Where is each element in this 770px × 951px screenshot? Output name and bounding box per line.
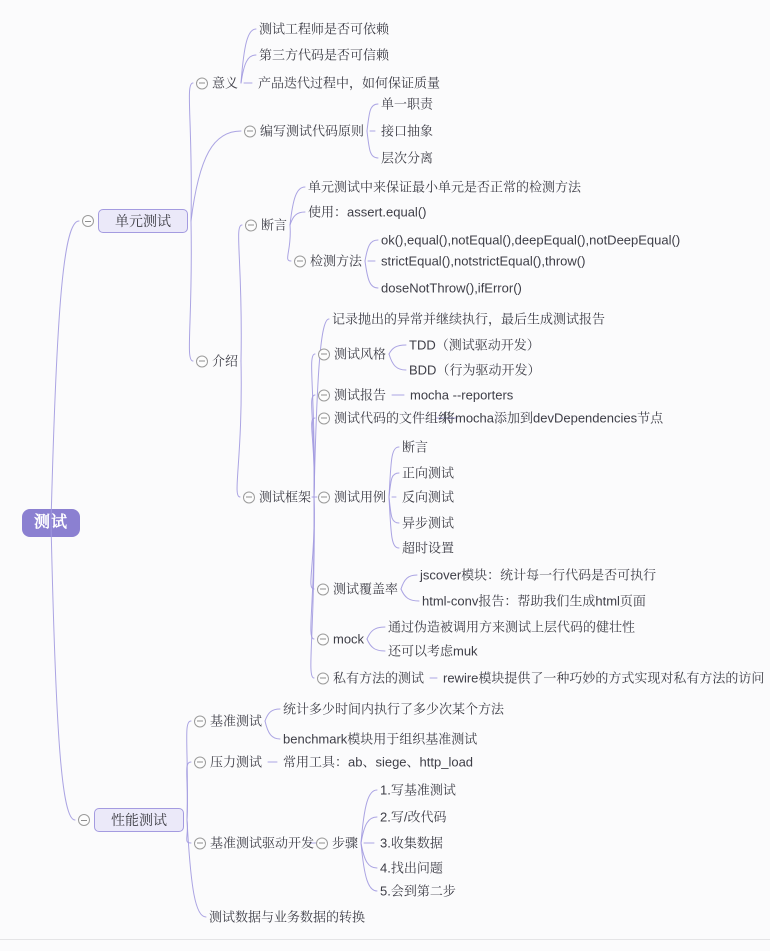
collapse-minus-icon[interactable]	[318, 491, 330, 503]
collapse-minus-icon[interactable]	[78, 814, 90, 826]
mindmap-node-f3a[interactable]	[410, 388, 513, 403]
node-label: 使用：assert.equal()	[308, 204, 427, 220]
collapse-minus-icon[interactable]	[294, 255, 306, 267]
mindmap-node-u2[interactable]	[244, 124, 364, 139]
collapse-minus-icon[interactable]	[243, 491, 255, 503]
collapse-minus-icon[interactable]	[317, 672, 329, 684]
mindmap-node-p4[interactable]	[209, 910, 365, 925]
node-label: TDD（测试驱动开发）	[409, 337, 540, 353]
collapse-minus-icon[interactable]	[318, 348, 330, 360]
collapse-minus-icon[interactable]	[196, 355, 208, 367]
node-label: 测试数据与业务数据的转换	[209, 909, 366, 925]
mindmap-node-u1[interactable]	[196, 76, 238, 91]
mindmap-node-p1a[interactable]	[283, 702, 504, 717]
mindmap-node-root[interactable]	[22, 509, 80, 537]
node-label: 断言	[261, 217, 288, 233]
node-label: mock	[333, 631, 365, 647]
mindmap-node-u3a2[interactable]	[308, 205, 426, 220]
node-label: 基准测试	[210, 713, 263, 729]
node-label: 测试代码的文件组织	[334, 410, 452, 426]
mindmap-node-f7[interactable]	[317, 632, 364, 647]
collapse-minus-icon[interactable]	[196, 77, 208, 89]
mindmap-node-f2a[interactable]	[409, 338, 540, 353]
node-label: BDD（行为驱动开发）	[409, 362, 541, 378]
node-label: 性能测试	[94, 808, 184, 832]
collapse-minus-icon[interactable]	[316, 837, 328, 849]
node-label: doseNotThrow(),ifError()	[381, 280, 522, 296]
mindmap-node-f5b[interactable]	[402, 466, 454, 481]
mindmap-node-u1a[interactable]	[259, 22, 389, 37]
mindmap-node-u3a3[interactable]	[294, 254, 362, 269]
mindmap-node-p2[interactable]	[194, 755, 262, 770]
node-label: 接口抽象	[381, 123, 434, 139]
mindmap-node-f6[interactable]	[317, 582, 398, 597]
mindmap-node-f1[interactable]	[332, 312, 605, 327]
node-label: 5.会到第二步	[380, 883, 456, 899]
collapse-minus-icon[interactable]	[318, 389, 330, 401]
node-label: 常用工具：ab、siege、http_load	[283, 754, 474, 770]
mindmap-node-f4a[interactable]	[442, 411, 663, 426]
node-label: 测试覆盖率	[333, 581, 399, 597]
node-label: 断言	[402, 439, 429, 455]
mindmap-node-f5a[interactable]	[402, 440, 428, 455]
mindmap-node-u2b[interactable]	[381, 124, 433, 139]
node-label: 将mocha添加到devDependencies节点	[442, 410, 664, 426]
node-label: 意义	[212, 75, 239, 91]
mindmap-node-p1b[interactable]	[283, 732, 477, 747]
mindmap-node-s4[interactable]	[380, 861, 443, 876]
node-label: 通过伪造被调用方来测试上层代码的健壮性	[388, 619, 636, 635]
mindmap-node-f6a[interactable]	[420, 568, 656, 583]
node-label: 产品迭代过程中，如何保证质量	[258, 75, 441, 91]
node-label: 记录抛出的异常并继续执行，最后生成测试报告	[332, 311, 606, 327]
node-label: 正向测试	[402, 465, 455, 481]
mindmap-node-unit[interactable]	[82, 209, 188, 233]
mindmap-node-s1[interactable]	[380, 783, 456, 798]
mindmap-node-s2[interactable]	[380, 810, 446, 825]
node-label: 单元测试中来保证最小单元是否正常的检测方法	[308, 179, 582, 195]
node-label: mocha --reporters	[410, 387, 514, 403]
node-label: strictEqual(),notstrictEqual(),throw()	[381, 253, 586, 269]
collapse-minus-icon[interactable]	[194, 715, 206, 727]
mindmap-node-u3b[interactable]	[243, 490, 311, 505]
mindmap-node-u3a3c[interactable]	[381, 281, 522, 296]
mindmap-node-u3a[interactable]	[245, 218, 287, 233]
node-label: 私有方法的测试	[333, 670, 425, 686]
node-label: rewire模块提供了一种巧妙的方式实现对私有方法的访问	[443, 670, 765, 686]
node-label: 超时设置	[402, 540, 455, 556]
node-label: 测试框架	[259, 489, 312, 505]
node-label: 还可以考虑muk	[388, 643, 478, 659]
node-label: 压力测试	[210, 754, 263, 770]
node-label: 编写测试代码原则	[260, 123, 365, 139]
node-label: 统计多少时间内执行了多少次某个方法	[283, 701, 505, 717]
collapse-minus-icon[interactable]	[245, 219, 257, 231]
mindmap-node-f8a[interactable]	[443, 671, 764, 686]
mindmap-node-f2[interactable]	[318, 347, 386, 362]
collapse-minus-icon[interactable]	[194, 756, 206, 768]
mindmap-node-u3a1[interactable]	[308, 180, 581, 195]
mindmap-node-f5e[interactable]	[402, 541, 454, 556]
node-label: 4.找出问题	[380, 860, 443, 876]
node-label: 层次分离	[381, 150, 434, 166]
node-label: 介绍	[212, 353, 239, 369]
mindmap-node-f5d[interactable]	[402, 516, 454, 531]
mindmap-node-f3[interactable]	[318, 388, 386, 403]
node-label: jscover模块：统计每一行代码是否可执行	[420, 567, 657, 583]
mindmap-node-p2a[interactable]	[283, 755, 473, 770]
node-label: 反向测试	[402, 489, 455, 505]
node-label: 3.收集数据	[380, 835, 443, 851]
mindmap-node-u2a[interactable]	[381, 97, 433, 112]
node-label: 基准测试驱动开发	[210, 835, 315, 851]
node-label: 第三方代码是否可信赖	[259, 47, 390, 63]
mindmap-node-f5[interactable]	[318, 490, 386, 505]
mindmap-node-f7b[interactable]	[388, 644, 478, 659]
mindmap-node-u1c[interactable]	[258, 76, 440, 91]
node-label: 测试报告	[334, 387, 387, 403]
mindmap-node-u3[interactable]	[196, 354, 238, 369]
mindmap-node-p1[interactable]	[194, 714, 262, 729]
node-label: 2.写/改代码	[380, 809, 447, 825]
collapse-minus-icon[interactable]	[244, 125, 256, 137]
mindmap-node-s3[interactable]	[380, 836, 443, 851]
collapse-minus-icon[interactable]	[194, 837, 206, 849]
mindmap-node-f5c[interactable]	[402, 490, 454, 505]
mindmap-node-p3s[interactable]	[316, 836, 358, 851]
node-label: 测试工程师是否可依赖	[259, 21, 390, 37]
mindmap-node-u3a3b[interactable]	[381, 254, 585, 269]
mindmap-node-u2c[interactable]	[381, 151, 433, 166]
collapse-minus-icon[interactable]	[317, 633, 329, 645]
mindmap-node-u3a3a[interactable]	[381, 233, 680, 248]
node-label: ok(),equal(),notEqual(),deepEqual(),notDeepEqual()	[381, 232, 681, 248]
node-label: 测试用例	[334, 489, 387, 505]
mindmap-node-s5[interactable]	[380, 884, 456, 899]
node-label: 测试风格	[334, 346, 387, 362]
mindmap-node-f2b[interactable]	[409, 363, 540, 378]
mindmap-node-f7a[interactable]	[388, 620, 635, 635]
node-label: html-conv报告：帮助我们生成html页面	[422, 593, 646, 609]
node-label: 步骤	[332, 835, 359, 851]
mindmap-node-p3[interactable]	[194, 836, 314, 851]
node-label: benchmark模块用于组织基准测试	[283, 731, 478, 747]
node-label: 测试	[22, 509, 80, 537]
mindmap-node-u1b[interactable]	[259, 48, 389, 63]
node-label: 1.写基准测试	[380, 782, 456, 798]
node-label: 异步测试	[402, 515, 455, 531]
node-label: 检测方法	[310, 253, 363, 269]
node-label: 单一职责	[381, 96, 434, 112]
mindmap-node-f4[interactable]	[318, 411, 451, 426]
collapse-minus-icon[interactable]	[317, 583, 329, 595]
page-bottom-border	[0, 939, 770, 940]
mindmap-node-perf[interactable]	[78, 808, 184, 832]
node-label: 单元测试	[98, 209, 188, 233]
mindmap-node-f6b[interactable]	[422, 594, 646, 609]
collapse-minus-icon[interactable]	[82, 215, 94, 227]
collapse-minus-icon[interactable]	[318, 412, 330, 424]
mindmap-node-f8[interactable]	[317, 671, 424, 686]
